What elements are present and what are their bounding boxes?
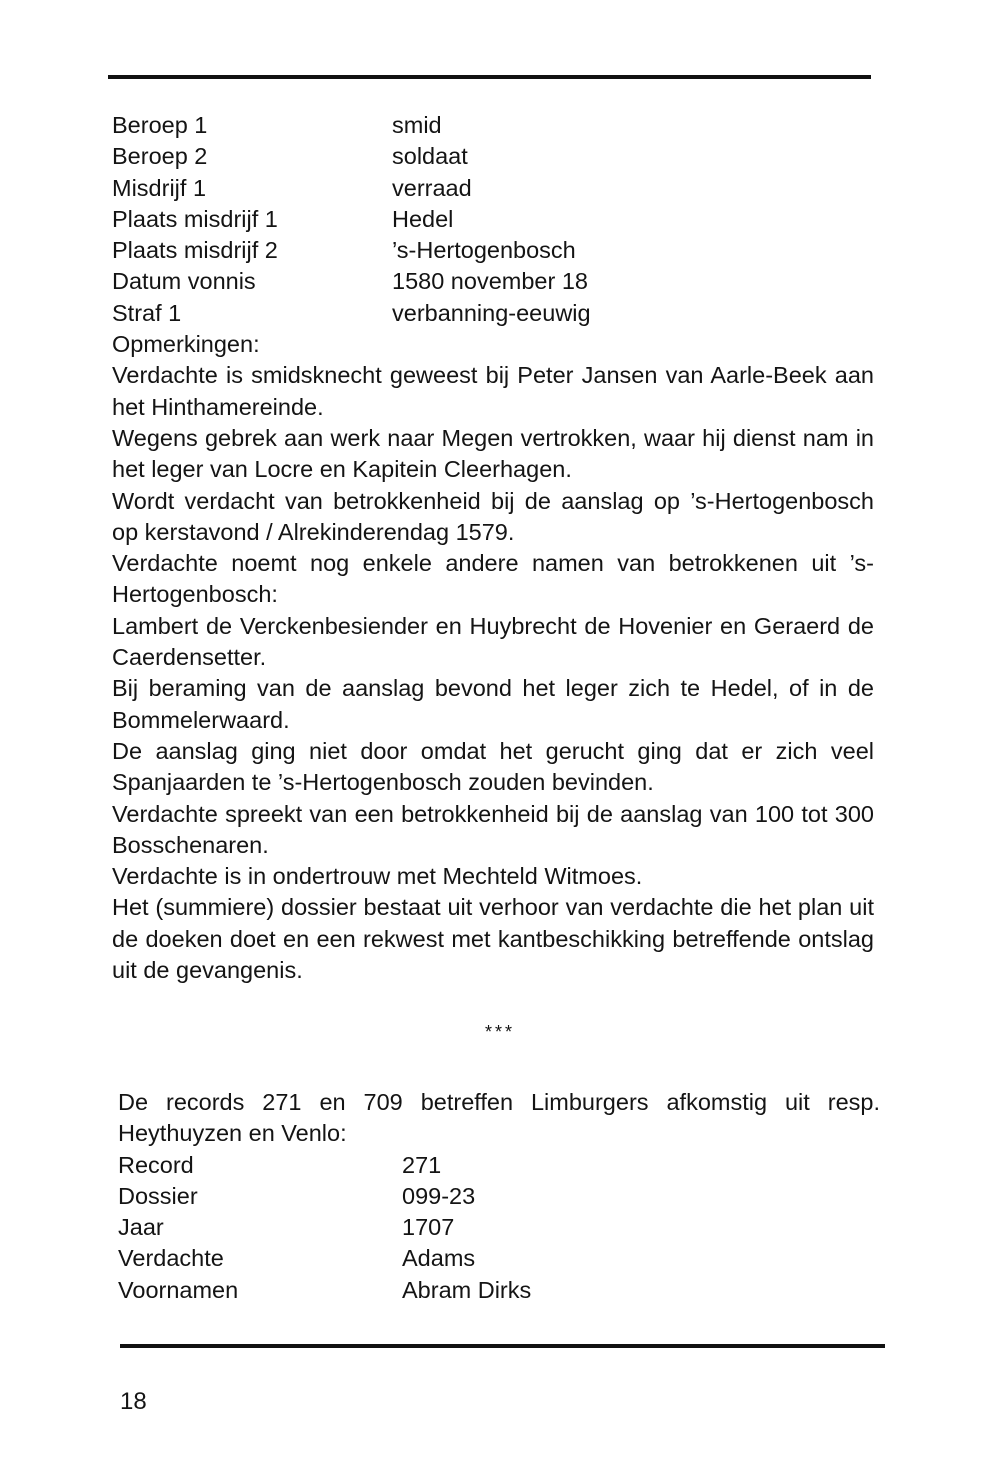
intro-paragraph: De records 271 en 709 betreffen Limburgers afkomstig uit resp. Heythuyzen en Venlo: bbox=[118, 1089, 880, 1147]
field-label: Straf 1 bbox=[112, 299, 182, 326]
field-value: 099-23 bbox=[402, 1182, 476, 1209]
field-row bbox=[112, 235, 874, 266]
field-label: Plaats misdrijf 1 bbox=[112, 205, 278, 232]
remark-paragraph: Bij beraming van de aanslag bevond het leger zich te Hedel, of in de Bommelerwaard. bbox=[112, 675, 874, 733]
field-value: soldaat bbox=[392, 143, 468, 170]
field-value: verbanning-eeuwig bbox=[392, 299, 591, 326]
remark-paragraph: Verdachte noemt nog enkele andere namen van betrokkenen uit ’s-Hertogenbosch: bbox=[112, 550, 874, 608]
field-label: Voornamen bbox=[118, 1276, 239, 1303]
field-label: Plaats misdrijf 2 bbox=[112, 237, 278, 264]
record-details bbox=[112, 110, 874, 986]
field-value: 271 bbox=[402, 1151, 442, 1178]
field-value: Hedel bbox=[392, 205, 454, 232]
field-label: Misdrijf 1 bbox=[112, 174, 207, 201]
field-value: verraad bbox=[392, 174, 472, 201]
field-row bbox=[112, 141, 874, 172]
field-row bbox=[112, 298, 874, 329]
field-value: smid bbox=[392, 112, 442, 138]
field-value: Abram Dirks bbox=[402, 1276, 532, 1303]
field-label: Dossier bbox=[118, 1182, 198, 1209]
remark-paragraph: Wordt verdacht van betrokkenheid bij de aanslag op ’s-Hertogenbosch op kerstavond / Alrekinderendag 1579. bbox=[112, 487, 874, 545]
remark-paragraph: Wegens gebrek aan werk naar Megen vertrokken, waar hij dienst nam in het leger van Locre en Kapitein Cleerhagen. bbox=[112, 424, 874, 483]
field-value: 1580 november 18 bbox=[392, 268, 588, 295]
field-value: Adams bbox=[402, 1245, 476, 1272]
field-row bbox=[112, 266, 874, 297]
remark-paragraph: Lambert de Verckenbesiender en Huybrecht de Hovenier en Geraerd de Caerdensetter. bbox=[112, 612, 874, 671]
field-label: Record bbox=[118, 1151, 194, 1178]
field-row bbox=[118, 1243, 880, 1274]
bottom-rule bbox=[120, 1344, 885, 1348]
remarks-heading: Opmerkingen: bbox=[112, 331, 260, 358]
field-row bbox=[118, 1181, 880, 1212]
field-label: Datum vonnis bbox=[112, 268, 256, 295]
field-row bbox=[118, 1275, 880, 1306]
field-label: Jaar bbox=[118, 1214, 164, 1241]
page-number: 18 bbox=[120, 1388, 147, 1415]
remark-paragraph: De aanslag ging niet door omdat het gerucht ging dat er zich veel Spanjaarden te ’s-Hertogenbosch zouden bevinden. bbox=[112, 737, 874, 796]
top-rule bbox=[108, 75, 871, 79]
remark-paragraph: Verdachte is in ondertrouw met Mechteld Witmoes. bbox=[112, 863, 643, 890]
record-summary bbox=[118, 1087, 880, 1306]
field-row bbox=[112, 204, 874, 235]
remark-paragraph: Verdachte spreekt van een betrokkenheid bij de aanslag van 100 tot 300 Bosschenaren. bbox=[112, 800, 874, 858]
remark-paragraph: Het (summiere) dossier bestaat uit verhoor van verdachte die het plan uit de doeken doet en een rekwest met kantbeschikking betreffende ontslag uit de gevangenis. bbox=[112, 894, 874, 984]
section-separator: *** bbox=[484, 1022, 515, 1042]
field-value: 1707 bbox=[402, 1214, 455, 1241]
field-label: Beroep 1 bbox=[112, 112, 208, 138]
remark-paragraph: Verdachte is smidsknecht geweest bij Peter Jansen van Aarle-Beek aan het Hinthamereinde. bbox=[112, 362, 874, 420]
field-row bbox=[118, 1212, 880, 1243]
field-row bbox=[118, 1150, 880, 1181]
field-label: Verdachte bbox=[118, 1245, 224, 1272]
field-row bbox=[112, 110, 874, 141]
field-value: ’s-Hertogenbosch bbox=[392, 237, 576, 264]
field-label: Beroep 2 bbox=[112, 143, 208, 170]
field-row bbox=[112, 173, 874, 204]
